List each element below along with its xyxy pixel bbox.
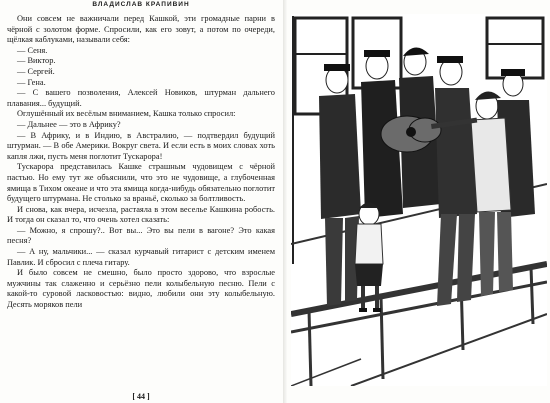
paragraph: — Гена.: [17, 77, 46, 87]
page-number: [ 44 ]: [132, 392, 150, 401]
sailors-group: [319, 47, 535, 306]
paragraph: — А ну, мальчики... — сказал курчавый гитарист с детским именем Павлик. И сбросил с плеча гитару.: [7, 247, 275, 267]
paragraph: — В Африку, и в Индию, в Австралию, — подтвердил будущий штурман. — В обе Америки. Вокруг света. И если есть в моих словах хоть капля лжи, пусть меня поглотит Тускарора!: [7, 130, 275, 161]
paragraph: — Дальнее — это в Африку?: [17, 119, 121, 129]
paragraph: И было совсем не смешно, было просто здорово, что взрослые мужчины так слаженно и серьёзно пели колыбельную песню. Пели с какой-то суровой ласковостью: видно, любили они эту колыбельную. Десять моряков пели: [7, 268, 275, 310]
running-head: ВЛАДИСЛАВ КРАПИВИН: [92, 1, 190, 8]
paragraph: И снова, как вчера, исчезла, растаяла в этом веселье Кашкина робость. И тогда он сказал то, что очень хотел сказать:: [7, 204, 275, 225]
paragraph: — Виктор.: [17, 56, 56, 66]
paragraph: — Сергей.: [17, 66, 55, 76]
illustration-sailors-singing: [291, 14, 547, 386]
paragraph: Они совсем не важничали перед Кашкой, эти громадные парни в чёрной с золотом форме. Спросили, как его зовут, а потом по очереди, щёлкая каблуками, называли себя:: [7, 14, 275, 45]
book-gutter: [283, 0, 287, 403]
text-page: [7, 0, 275, 403]
paragraph: Оглушённый их весёлым вниманием, Кашка только спросил:: [17, 109, 236, 119]
illustration-drawing: [291, 14, 547, 386]
paragraph: — С вашего позволения, Алексей Новиков, штурман дальнего плавания... будущий.: [7, 88, 275, 108]
paragraph: Тускарора представилась Кашке страшным чудовищем с чёрной пастью. Но ему тут же объяснили, что это не чудовище, а глубоченная ямища в Тихом океане и что эта ямища когда-нибудь обязательно поглотит будущего штурмана. Не столько за враньё, сколько за болтливость.: [7, 162, 275, 204]
boy-figure: [355, 203, 383, 312]
paragraph: — Можно, я спрошу?.. Вот вы... Это вы пели в вагоне? Это какая песня?: [7, 225, 275, 246]
body-text: [7, 14, 275, 311]
paragraph: — Сеня.: [17, 45, 48, 55]
